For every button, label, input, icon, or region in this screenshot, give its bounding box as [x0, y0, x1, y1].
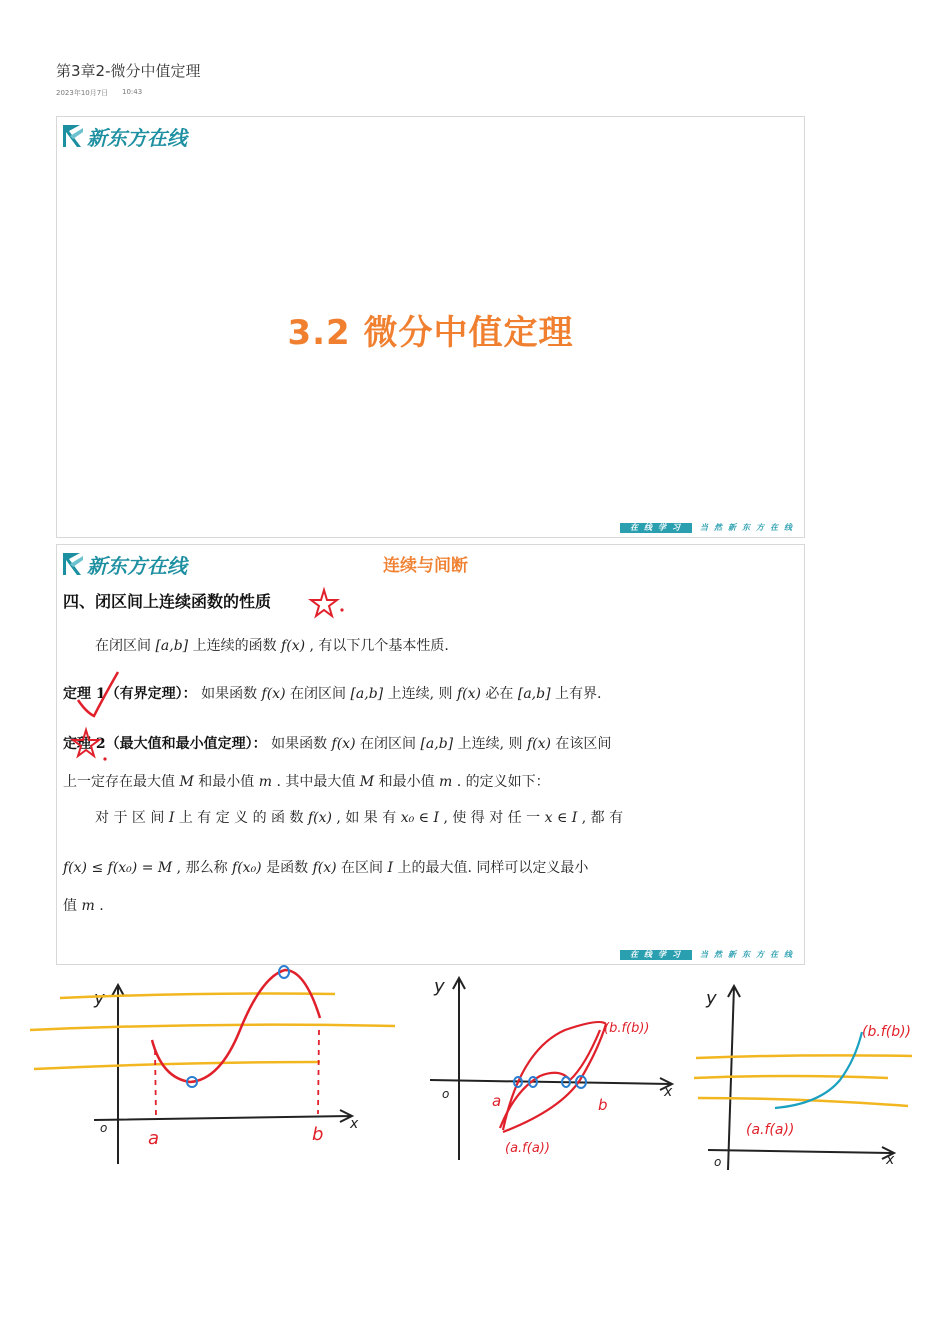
math: f(x) [526, 736, 551, 752]
math: [a,b] [420, 736, 454, 752]
y-axis-label: y [94, 988, 105, 1009]
math: f(x) [307, 810, 332, 826]
y-axis-label: y [706, 988, 717, 1009]
brand-logo [60, 121, 187, 151]
definition-line-1 [95, 807, 623, 827]
theorem-2-label: 定理 2（最大值和最小值定理）： [63, 736, 267, 752]
y-axis [112, 985, 124, 1164]
theorem-1-label: 定理 1（有界定理）： [63, 686, 197, 702]
text: . 其中最大值 [276, 774, 356, 790]
x-axis [430, 1078, 672, 1090]
math: m [258, 774, 272, 790]
math: f(x) [281, 638, 306, 654]
math: [a,b] [155, 638, 189, 654]
math: [a,b] [517, 686, 551, 702]
text: 和最小值 [198, 774, 255, 790]
origin-label: o [442, 1087, 450, 1101]
text: , 那么称 [176, 860, 228, 876]
point-a-label: a [492, 1092, 502, 1110]
slide-continuity [56, 544, 805, 965]
math: x₀ ∈ I [400, 810, 439, 826]
text: 值 [63, 898, 77, 914]
sketch-graph-3 [694, 986, 912, 1170]
text: 上连续的函数 [192, 638, 277, 654]
x-axis-label: x [886, 1152, 895, 1168]
text: 必在 [485, 686, 514, 702]
red-curve-lower [503, 1024, 606, 1132]
section-title: 连续与间断 [383, 556, 468, 576]
text: 在区间 [341, 860, 384, 876]
point-a-coord: (a.f(a)) [746, 1122, 795, 1138]
text: 如果函数 [201, 686, 258, 702]
text: 上一定存在最大值 [63, 774, 175, 790]
section-heading: 四、闭区间上连续函数的性质 [63, 592, 272, 611]
note-title: 第3章2-微分中值定理 [56, 62, 201, 80]
math: m [439, 774, 453, 790]
text: 上连续, 则 [387, 686, 453, 702]
math: I [387, 860, 394, 876]
x-axis-label: x [664, 1084, 673, 1100]
text: 在闭区间 [360, 736, 416, 752]
sketch-graph-2 [430, 976, 673, 1160]
theorem-1 [63, 683, 601, 703]
text: , 都 有 [581, 810, 624, 826]
yellow-line-upper [696, 1055, 912, 1058]
y-axis [453, 978, 465, 1160]
math: M [359, 774, 375, 790]
red-curve-wave [500, 1030, 600, 1128]
yellow-line-middle [30, 1025, 395, 1030]
text: 在闭区间 [290, 686, 346, 702]
yellow-line-min [34, 1062, 320, 1069]
slide-footer [620, 523, 798, 533]
text: , 有以下几个基本性质. [309, 638, 449, 654]
math: x ∈ I [544, 810, 578, 826]
red-curve-upper [503, 1022, 606, 1130]
max-min-line [63, 771, 550, 791]
text: 对 于 区 间 [95, 810, 165, 826]
math: [a,b] [350, 686, 384, 702]
math: f(x₀) [232, 860, 262, 876]
footer-left: 在线学习 [620, 950, 692, 960]
point-b-label: b [598, 1096, 608, 1114]
definition-line-3 [63, 895, 104, 915]
text: 上 有 定 义 的 函 数 [178, 810, 304, 826]
logo-mark-icon [60, 550, 86, 578]
text: . [99, 898, 104, 914]
logo-text: 新东方在线 [87, 553, 187, 578]
math: I [168, 810, 175, 826]
text: 上的最大值. 同样可以定义最小 [397, 860, 589, 876]
zero-marker [576, 1076, 586, 1088]
point-b-coord: (b.f(b)) [862, 1024, 911, 1040]
text: 上有界. [555, 686, 602, 702]
footer-right: 当然新东方在线 [700, 950, 798, 959]
teal-curve [775, 1032, 862, 1108]
logo-mark-icon [60, 122, 86, 150]
zero-marker [562, 1077, 570, 1087]
math: f(x) [312, 860, 337, 876]
footer-right: 当然新东方在线 [700, 523, 798, 532]
zero-marker [529, 1077, 537, 1087]
definition-line-2 [63, 857, 588, 877]
text: 在该区间 [555, 736, 612, 752]
text: , 如 果 有 [336, 810, 397, 826]
text: 和最小值 [378, 774, 435, 790]
yellow-line-middle [694, 1076, 888, 1078]
yellow-line-max [60, 994, 335, 999]
dashed-a [155, 1050, 156, 1118]
point-b-label: b [312, 1124, 324, 1145]
point-a-coord: (a.f(a)) [505, 1141, 550, 1156]
y-axis-label: y [434, 976, 445, 997]
text: 上连续, 则 [457, 736, 523, 752]
yellow-line-lower [698, 1098, 908, 1106]
sketch-graph-1 [30, 966, 395, 1164]
slide-title-page [56, 116, 805, 538]
math: m [81, 898, 95, 914]
zero-marker [514, 1077, 522, 1087]
point-a-label: a [148, 1128, 160, 1149]
intro-line [95, 635, 449, 655]
note-date: 2023年10月7日 [56, 89, 109, 97]
slide-footer [620, 950, 798, 960]
y-axis [728, 986, 740, 1170]
note-time: 10:43 [122, 88, 143, 96]
text: , 使 得 对 任 一 [443, 810, 541, 826]
max-marker [279, 966, 289, 978]
dashed-b [318, 1030, 319, 1114]
x-axis-label: x [350, 1116, 359, 1132]
slide-main-title: 3.2 微分中值定理 [287, 313, 574, 353]
footer-left: 在线学习 [620, 523, 692, 533]
x-axis [94, 1110, 352, 1122]
math: f(x) [456, 686, 481, 702]
math: f(x) ≤ f(x₀) = M [63, 860, 173, 876]
origin-label: o [714, 1155, 722, 1169]
theorem-2 [63, 733, 611, 753]
text: 在闭区间 [95, 638, 151, 654]
min-marker [187, 1077, 197, 1087]
logo-text: 新东方在线 [87, 125, 187, 150]
x-axis [708, 1147, 894, 1159]
math: M [179, 774, 194, 790]
point-b-coord: (b.f(b)) [604, 1021, 650, 1036]
math: f(x) [331, 736, 356, 752]
brand-logo [60, 549, 187, 579]
text: 如果函数 [271, 736, 328, 752]
text: . 的定义如下： [456, 774, 550, 790]
math: f(x) [261, 686, 286, 702]
red-curve [152, 970, 320, 1082]
origin-label: o [100, 1121, 108, 1135]
text: 是函数 [266, 860, 309, 876]
